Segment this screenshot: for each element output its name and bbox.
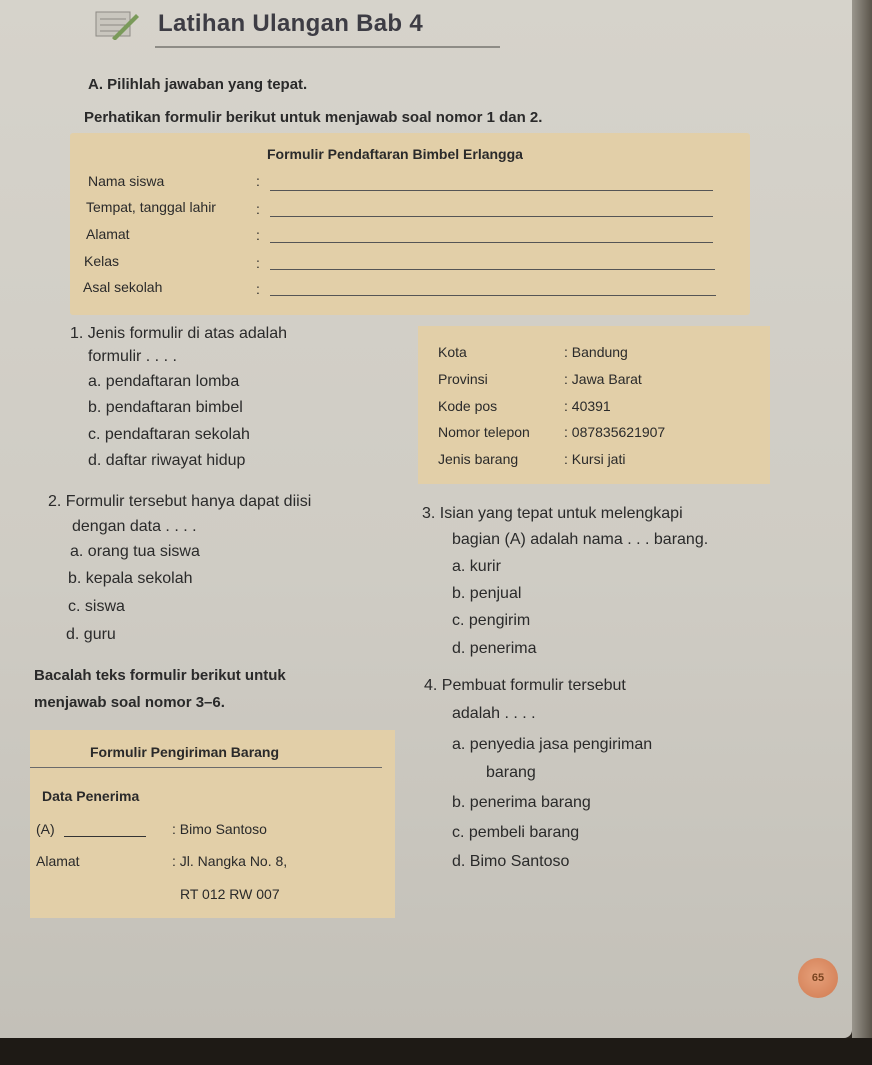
form-title: Formulir Pengiriman Barang [90, 744, 280, 760]
form-field-label: Alamat [86, 226, 130, 242]
info-value: : 087835621907 [564, 424, 666, 440]
form-field-colon: : [256, 227, 260, 243]
instruction-2-text-cont: menjawab soal nomor 3–6. [34, 694, 225, 711]
info-label: Kode pos [438, 398, 498, 414]
form-section-heading: Data Penerima [42, 788, 140, 804]
question-4-option-c: c. pembeli barang [452, 824, 580, 841]
form-field-label: (A) [36, 821, 55, 837]
form-title-divider [30, 767, 382, 768]
background-bottom [0, 1038, 872, 1065]
question-3-stem-cont: bagian (A) adalah nama . . . barang. [452, 531, 709, 548]
question-3-option-b: b. penjual [452, 585, 522, 602]
question-2-option-a: a. orang tua siswa [70, 543, 200, 560]
form-blank-line [270, 216, 713, 217]
info-value: : Bandung [564, 344, 628, 360]
form-blank-line [270, 190, 713, 191]
question-2-stem-cont: dengan data . . . . [72, 518, 197, 535]
form-field-colon: : [256, 201, 260, 217]
background-edge [852, 0, 872, 1065]
info-label: Kota [438, 344, 467, 360]
form-blank-line [270, 295, 716, 296]
question-4-stem-cont: adalah . . . . [452, 705, 536, 722]
form-field-colon: : [256, 281, 260, 297]
instruction-2-text: Bacalah teks formulir berikut untuk [34, 667, 286, 684]
info-value: : 40391 [564, 398, 611, 414]
question-1-option-c: c. pendaftaran sekolah [88, 426, 250, 443]
question-3-option-d: d. penerima [452, 640, 537, 657]
question-2-option-b: b. kepala sekolah [68, 570, 193, 587]
page-number-badge: 65 [798, 958, 838, 998]
question-4-option-a: a. penyedia jasa pengiriman [452, 736, 653, 753]
form-field-colon: : [256, 173, 260, 189]
form-field-colon: : [256, 255, 260, 271]
page-title: Latihan Ulangan Bab 4 [158, 10, 424, 37]
info-label: Jenis barang [438, 451, 519, 467]
info-label: Nomor telepon [438, 424, 530, 440]
info-label: Provinsi [438, 371, 488, 387]
question-2-stem: 2. Formulir tersebut hanya dapat diisi [48, 493, 312, 510]
section-heading: A. Pilihlah jawaban yang tepat. [88, 76, 308, 93]
instruction-text: Perhatikan formulir berikut untuk menjawab soal nomor 1 dan 2. [84, 109, 543, 126]
form-field-value: : Bimo Santoso [172, 821, 267, 837]
form-field-value-cont: RT 012 RW 007 [180, 886, 280, 902]
question-1-option-d: d. daftar riwayat hidup [88, 452, 246, 469]
question-1-option-a: a. pendaftaran lomba [88, 373, 240, 390]
question-4-option-d: d. Bimo Santoso [452, 853, 570, 870]
pencil-notebook-icon [92, 8, 140, 40]
question-1-option-b: b. pendaftaran bimbel [88, 399, 243, 416]
form-blank-line [270, 269, 715, 270]
question-1-stem-cont: formulir . . . . [88, 348, 177, 365]
form-blank-line [270, 242, 713, 243]
info-value: : Kursi jati [564, 451, 626, 467]
form-field-label: Kelas [84, 253, 120, 269]
question-2-option-d: d. guru [66, 626, 116, 643]
question-4-stem: 4. Pembuat formulir tersebut [424, 677, 626, 694]
form-field-label: Alamat [36, 853, 80, 869]
question-2-option-c: c. siswa [68, 598, 125, 615]
form-field-label: Tempat, tanggal lahir [86, 199, 216, 215]
form-field-label: Nama siswa [88, 173, 165, 189]
question-3-option-a: a. kurir [452, 558, 501, 575]
question-1-stem: 1. Jenis formulir di atas adalah [70, 325, 287, 342]
shipping-form-box [30, 730, 395, 918]
question-3-stem: 3. Isian yang tepat untuk melengkapi [422, 505, 683, 522]
form-title: Formulir Pendaftaran Bimbel Erlangga [267, 146, 523, 162]
address-info-box [418, 326, 770, 484]
registration-form-box [70, 133, 750, 315]
info-value: : Jawa Barat [564, 371, 642, 387]
form-field-value: : Jl. Nangka No. 8, [172, 853, 288, 869]
question-3-option-c: c. pengirim [452, 612, 531, 629]
question-4-option-b: b. penerima barang [452, 794, 591, 811]
title-underline [155, 46, 500, 48]
form-field-label: Asal sekolah [83, 279, 163, 295]
question-4-option-a-cont: barang [486, 764, 536, 781]
form-blank-line [64, 836, 146, 837]
